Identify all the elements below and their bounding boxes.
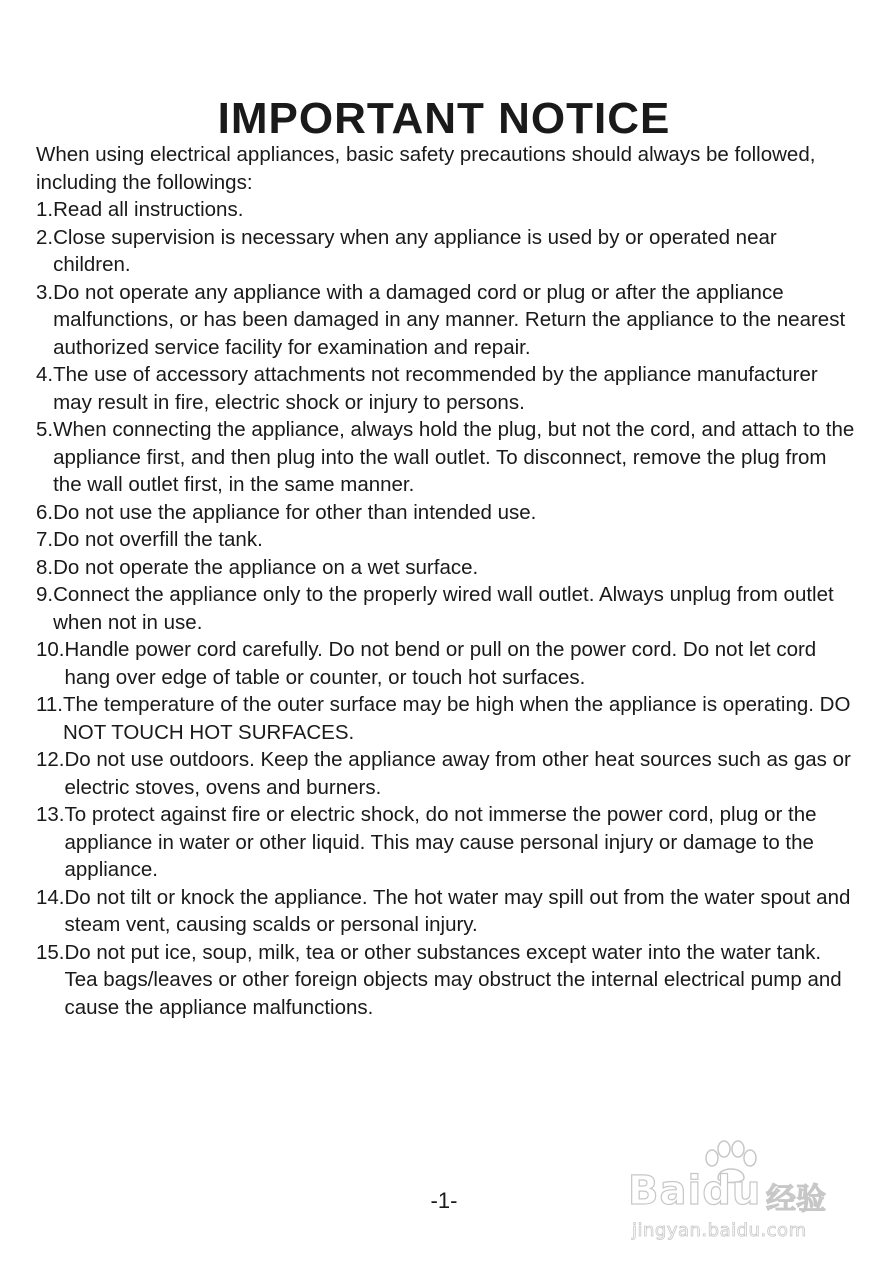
page-number: -1- bbox=[430, 1188, 458, 1213]
item-text: Do not put ice, soup, milk, tea or other substances except water into the water tank. Tea bags/leaves or other foreign objects may obstruct the internal electrical pump and cause the appliance malfunctions. bbox=[64, 940, 842, 1019]
precaution-list bbox=[36, 196, 858, 1021]
list-item bbox=[36, 499, 858, 527]
item-text: Do not overfill the tank. bbox=[53, 528, 263, 551]
page-title: IMPORTANT NOTICE bbox=[217, 94, 671, 144]
baidu-jingyan-watermark bbox=[628, 1140, 868, 1250]
item-text: To protect against fire or electric shock, do not immerse the power cord, plug or the appliance in water or other liquid. This may cause personal injury or damage to the appliance. bbox=[64, 803, 817, 881]
list-item bbox=[36, 279, 858, 362]
watermark-logo: Baidu bbox=[628, 1168, 762, 1214]
item-number: 3. bbox=[36, 280, 54, 304]
item-text: Do not operate any appliance with a damaged cord or plug or after the appliance malfunctions, or has been damaged in any manner. Return the appliance to the nearest authorized service facility for examination and repair. bbox=[53, 280, 846, 359]
intro-paragraph: When using electrical appliances, basic safety precautions should always be followed, including the followings: bbox=[36, 143, 816, 194]
item-number: 1. bbox=[36, 198, 54, 221]
item-text: Read all instructions. bbox=[53, 198, 244, 221]
list-item bbox=[36, 801, 858, 884]
item-number: 10. bbox=[36, 638, 65, 661]
list-item bbox=[36, 581, 858, 636]
list-item bbox=[36, 554, 858, 582]
item-number: 13. bbox=[36, 803, 65, 826]
item-number: 4. bbox=[36, 363, 54, 386]
item-text: The temperature of the outer surface may be high when the appliance is operating. DO NOT TOUCH HOT SURFACES. bbox=[62, 693, 851, 744]
item-text: The use of accessory attachments not recommended by the appliance manufacturer may result in fire, electric shock or injury to persons. bbox=[53, 363, 818, 414]
item-number: 14. bbox=[36, 885, 65, 909]
item-text: Do not use the appliance for other than intended use. bbox=[53, 500, 537, 524]
item-number: 12. bbox=[36, 748, 65, 771]
list-item bbox=[36, 939, 858, 1022]
item-text: Handle power cord carefully. Do not bend or pull on the power cord. Do not let cord hang over edge of table or counter, or touch hot surfaces. bbox=[64, 638, 817, 689]
list-item bbox=[36, 526, 858, 554]
item-text: Close supervision is necessary when any appliance is used by or operated near children. bbox=[53, 225, 777, 276]
item-text: Do not tilt or knock the appliance. The hot water may spill out from the water spout and steam vent, causing scalds or personal injury. bbox=[64, 885, 851, 936]
item-text: When connecting the appliance, always hold the plug, but not the cord, and attach to the appliance first, and then plug into the wall outlet. To disconnect, remove the plug from the wall outlet first, in the same manner. bbox=[53, 418, 855, 496]
list-item bbox=[36, 746, 858, 801]
list-item bbox=[36, 636, 858, 691]
notice-body bbox=[36, 141, 858, 1021]
item-text: Do not operate the appliance on a wet surface. bbox=[53, 555, 479, 579]
item-number: 11. bbox=[36, 693, 63, 716]
item-number: 8. bbox=[36, 555, 54, 579]
list-item bbox=[36, 691, 858, 746]
list-item bbox=[36, 884, 858, 939]
item-number: 5. bbox=[36, 418, 54, 441]
list-item bbox=[36, 196, 858, 224]
item-number: 6. bbox=[36, 500, 54, 524]
list-item bbox=[36, 416, 858, 499]
item-text: Connect the appliance only to the properly wired wall outlet. Always unplug from outlet when not in use. bbox=[53, 583, 834, 634]
list-item bbox=[36, 224, 858, 279]
list-item bbox=[36, 361, 858, 416]
item-number: 2. bbox=[36, 225, 54, 249]
item-number: 7. bbox=[36, 528, 54, 551]
watermark-cn: 经验 bbox=[766, 1182, 826, 1217]
item-text: Do not use outdoors. Keep the appliance away from other heat sources such as gas or electric stoves, ovens and burners. bbox=[64, 748, 851, 799]
item-number: 9. bbox=[36, 583, 54, 606]
watermark-url: jingyan.baidu.com bbox=[632, 1220, 807, 1241]
item-number: 15. bbox=[36, 940, 65, 964]
